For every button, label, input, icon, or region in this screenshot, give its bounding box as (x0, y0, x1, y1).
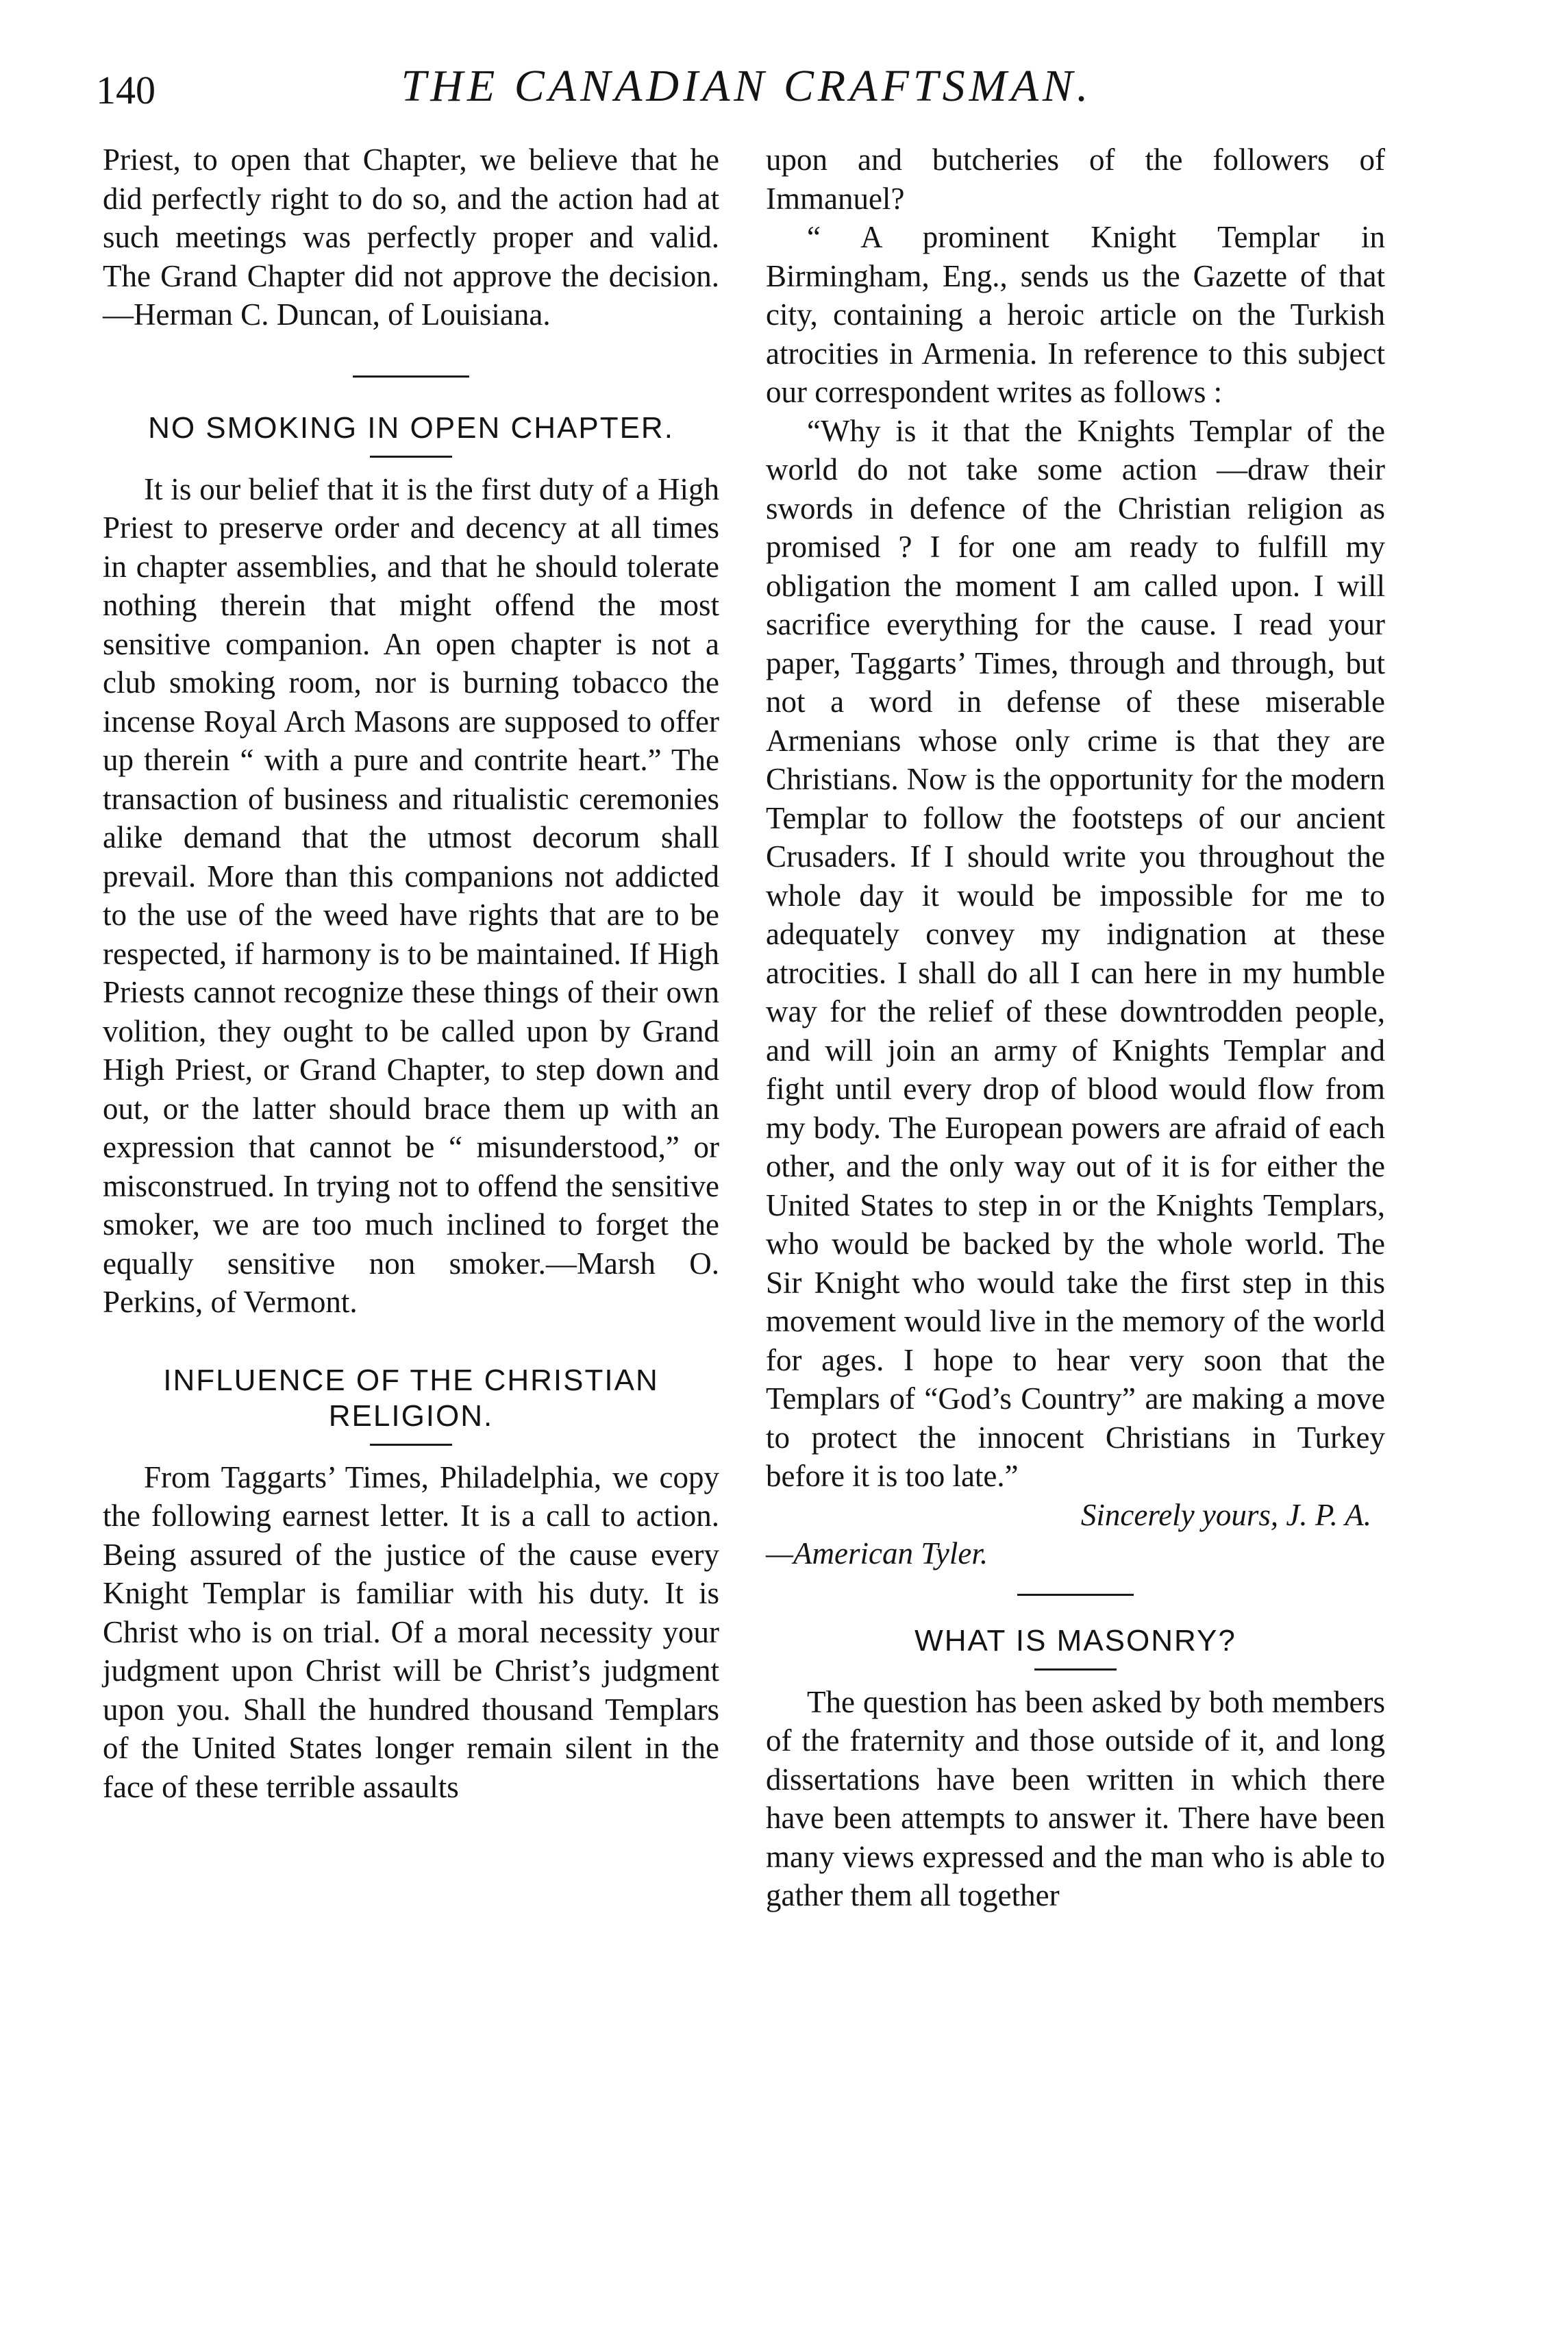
continued-paragraph: upon and butcheries of the followers of Immanuel? (766, 143, 1385, 216)
letter-signoff: Sincerely yours, J. P. A. (1080, 1497, 1371, 1532)
page-header (96, 60, 1397, 122)
heading-no-smoking: NO SMOKING IN OPEN CHAPTER. (148, 410, 674, 445)
left-column (103, 140, 719, 1806)
page-number: 140 (96, 68, 155, 112)
letter-body-paragraph: “Why is it that the Knights Templar of the world do not take some action —draw their swords in defence of the Christian religion as promised ? I for one am ready to fulfill my obligation the moment I am called upon. I will sacrifice everything for the cause. I read your paper, Taggarts’ Times, through and through, but not a word in defense of these miserable Armenians whose only crime is that they are Christians. Now is the opportunity for the modern Templar to follow the footsteps of our ancient Crusaders. If I should write you throughout the whole day it would be impossible for me to adequately convey my indignation at these atrocities. I shall do all I can here in my humble way for the relief of these downtrodden people, and will join an army of Knights Templar and fight until every drop of blood would flow from my body. The European powers are afraid of each other, and the only way out of it is for either the United States to step in or the Knights Templars, who would be backed by the whole world. The Sir Knight who would take the first step in this movement would live in the memory of the world for ages. I hope to hear very soon that the Templars of “God’s Country” are making a move to protect the innocent Christians in Turkey before it is too late.” (766, 413, 1385, 1493)
article-source: —American Tyler. (766, 1536, 988, 1570)
influence-article: From Taggarts’ Times, Philadelphia, we copy the following earnest letter. It is a call to action. Being assured of the justice of the cause every Knight Templar is familiar with his duty. It is Christ who is on trial. Of a moral necessity your judgment upon Christ will be Christ’s judgment upon you. Shall the hundred thousand Templars of the United States longer remain silent in the face of these terrible assaults (103, 1459, 719, 1804)
heading-influence: INFLUENCE OF THE CHRISTIAN RELIGION. (163, 1363, 659, 1433)
no-smoking-article: It is our belief that it is the first duty of a High Priest to preserve order and decency at all times in chapter assemblies, and that he should tolerate nothing therein that might offend the most sensitive companion. An open chapter is not a club smoking room, nor is burning tobacco the incense Royal Arch Masons are supposed to offer up therein “ with a pure and contrite heart.” The transaction of business and ritualistic ceremonies alike demand that the utmost decorum shall prevail. More than this companions not addicted to the use of the weed have rights that are to be respected, if harmony is to be maintained. If High Priests cannot recognize these things of their own volition, they ought to be called upon by Grand High Priest, or Grand Chapter, to step down and out, or the latter should brace them up with an expression that cannot be “ misunderstood,” or misconstrued. In trying not to offend the sensitive smoker, we are too much inclined to forget the equally sensitive non smoker.—Marsh O. Perkins, of Vermont. (103, 471, 719, 1319)
carried-over-paragraph: Priest, to open that Chapter, we believe that he did perfectly right to do so, and the action had at such meetings was perfectly proper and valid. The Grand Chapter did not approve the decision.—Herman C. Duncan, of Louisiana. (103, 143, 719, 332)
letter-intro-paragraph: “ A prominent Knight Templar in Birmingham, Eng., sends us the Gazette of that city, containing a heroic article on the Turkish atrocities in Armenia. In reference to this subject our correspondent writes as follows : (766, 220, 1385, 409)
right-column (766, 140, 1385, 1915)
heading-what-is-masonry: WHAT IS MASONRY? (914, 1623, 1236, 1658)
running-title: THE CANADIAN CRAFTSMAN. (401, 61, 1093, 111)
masonry-article: The question has been asked by both members of the fraternity and those outside of it, and long dissertations have been written in which there have been attempts to answer it. There have been many views expressed and the man who is able to gather them all together (766, 1684, 1385, 1912)
